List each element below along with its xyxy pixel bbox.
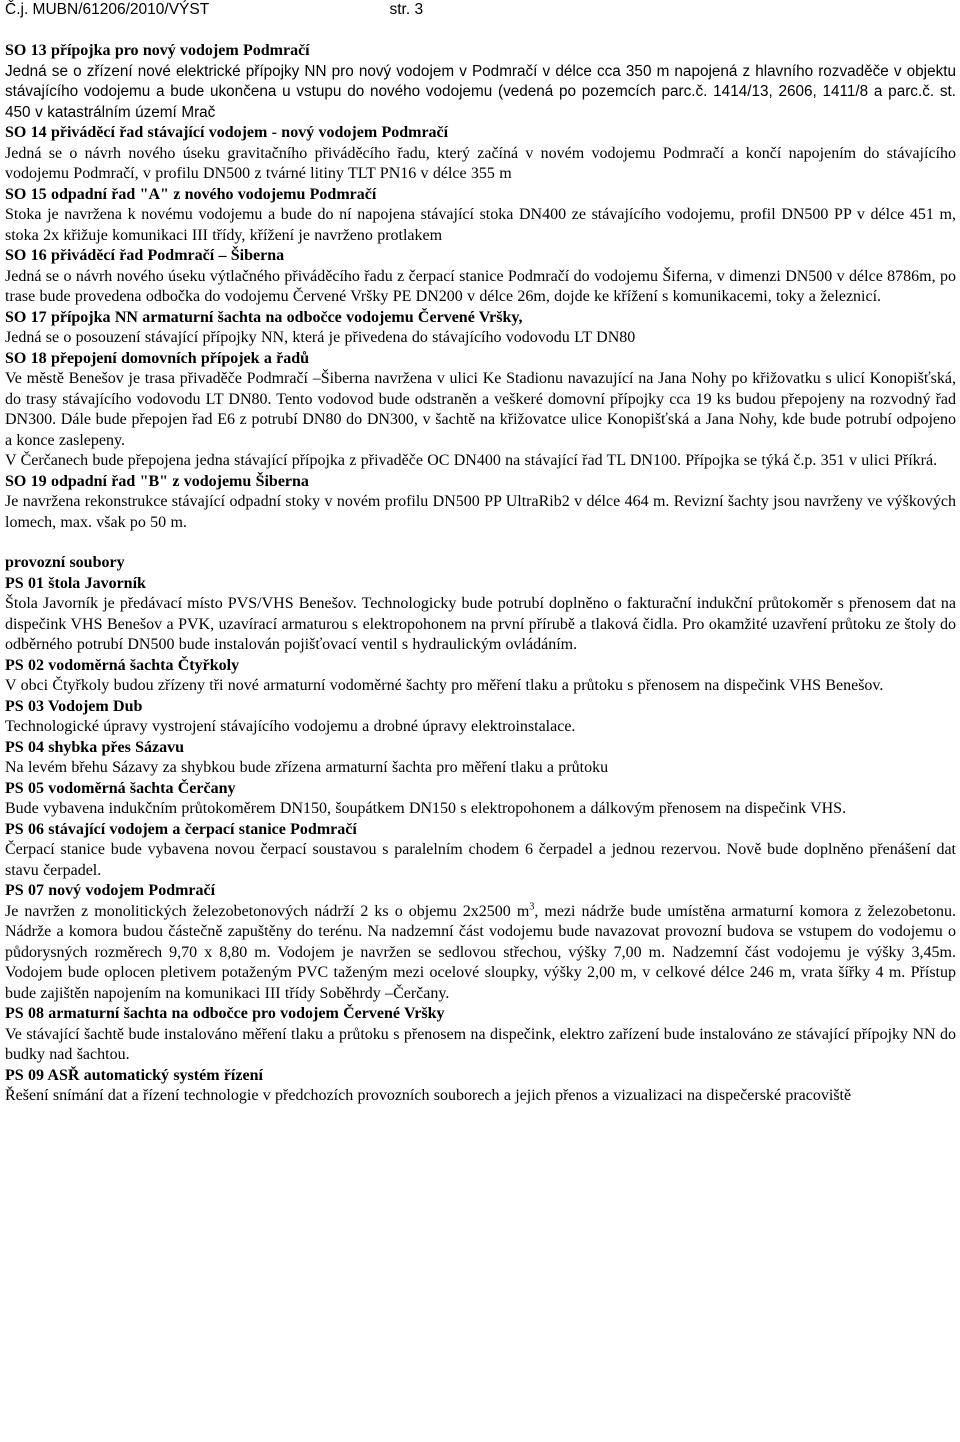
section-text-ps08: Ve stávající šachtě bude instalováno měření tlaku a průtoku s přenosem na dispečink, elektro zařízení bude instalováno ze stávající přípojky NN do budky nad šachtou. bbox=[5, 1025, 956, 1063]
ps07-text-part-b: , mezi nádrže bude umístěna armaturní komora z železobetonu. Nádrže a komora budou částečně zapuštěny do terénu. Na nadzemní část vodojemu bude navazovat provozní budova se vstupem do vodojemu o půdorysných rozměrech 9,70 x 8,80 m. Vodojem je navržen se sedlovou střechou, výšky 7,00 m. Nadzemní část vodojemu je výšky 3,45m. Vodojem bude oplocen pletivem potaženým PVC taženým mezi ocelové sloupky, výšky 2,00 m, v celkové délce 246 m, vrata šířky 4 m. Přístup bude zajištěn napojením na komunikaci III třídy Soběhrdy –Čerčany. bbox=[5, 902, 956, 1002]
section-title-so19: SO 19 odpadní řad "B" z vodojemu Šiberna bbox=[5, 472, 309, 490]
section-text-ps04: Na levém břehu Sázavy za shybkou bude zřízena armaturní šachta pro měření tlaku a průtoku bbox=[5, 759, 609, 776]
page-header bbox=[5, 0, 956, 20]
section-text-ps07 bbox=[5, 902, 956, 1005]
section-title-so14: SO 14 přiváděcí řad stávající vodojem - nový vodojem Podmračí bbox=[5, 124, 449, 141]
section-title-so15: SO 15 odpadní řad "A" z nového vodojemu Podmračí bbox=[5, 185, 377, 203]
section-text-ps03: Technologické úpravy vystrojení stávajícího vodojemu a drobné úpravy elektroinstalace. bbox=[5, 718, 576, 735]
section-title-so18: SO 18 přepojení domovních přípojek a řadů bbox=[5, 349, 310, 367]
section-text-so16: Jedná se o návrh nového úseku výtlačného přiváděcího řadu z čerpací stanice Podmračí do vodojemu Šiferna, v dimenzi DN500 v délce 8786m, po trase bude provedena odbočka do vodojemu Červené Vršky PE DN200 v délce 26m, dojde ke křížení s komunikacemi, toky a železnicí. bbox=[5, 267, 956, 305]
section-text-ps09: Řešení snímání dat a řízení technologie v předchozích provozních souborech a jejich přenos a vizualizaci na dispečerské pracoviště bbox=[5, 1087, 852, 1104]
section-text-ps02: V obci Čtyřkoly budou zřízeny tři nové armaturní vodoměrné šachty pro měření tlaku a průtoku s přenosem na dispečink VHS Benešov. bbox=[5, 677, 884, 694]
section-text-so13: Jedná se o zřízení nové elektrické přípojky NN pro nový vodojem v Podmračí v délce cca 350 m napojená z hlavního rozvaděče v objektu stávajícího vodojemu a bude ukončena u vstupu do nového vodojemu (vedená po pozemcích parc.č. 1414/13, 2606, 1411/8 a parc.č. st. 450 v katastrálním území Mrač bbox=[5, 62, 956, 121]
section-title-ps01: PS 01 štola Javorník bbox=[5, 574, 146, 592]
section-title-so13: SO 13 přípojka pro nový vodojem Podmračí bbox=[5, 42, 310, 59]
section-text-so18-cercany: V Čerčanech bude přepojena jedna stávající přípojka z přivaděče OC DN400 na stávající řad TL DN100. Přípojka se týká č.p. 351 v ulici Příkrá. bbox=[5, 452, 938, 469]
section-text-ps05: Bude vybavena indukčním průtokoměrem DN150, šoupátkem DN150 s elektropohonem a dálkovým přenosem na dispečink VHS. bbox=[5, 800, 847, 817]
page-number: str. 3 bbox=[389, 1, 424, 18]
section-title-ps07: PS 07 nový vodojem Podmračí bbox=[5, 882, 216, 899]
section-text-so17: Jedná se o posouzení stávající přípojky NN, která je přivedena do stávajícího vodovodu LT DN80 bbox=[5, 329, 636, 346]
ps07-text-part-a: Je navržen z monolitických železobetonových nádrží 2 ks o objemu 2x2500 m bbox=[5, 902, 530, 920]
section-text-so14: Jedná se o návrh nového úseku gravitačního přiváděcího řadu, který začíná v novém vodojemu Podmračí a končí napojením do stávajícího vodojemu Podmračí, v profilu DN500 z tvárné litiny TLT PN16 v délce 355 m bbox=[5, 144, 956, 182]
section-title-ps06: PS 06 stávající vodojem a čerpací stanice Podmračí bbox=[5, 820, 357, 838]
section-title-ps04: PS 04 shybka přes Sázavu bbox=[5, 738, 185, 756]
section-text-so18-benesov: Ve městě Benešov je trasa přivaděče Podmračí –Šiberna navržena v ulici Ke Stadionu navazující na Jana Nohy po křižovatku s ulicí Konopišťská, do trasy stávajícího vodovodu LT DN80. Tento vodovod bude odstraněn a veškeré domovní přípojky cca 19 ks budou přepojeny na rozvodný řad DN300. Dále bude přepojen řad E6 z potrubí DN80 do DN300, v šachtě na křižovatce ulice Konopišťská a Jana Nohy, kde bude potrubí odpojeno a konce zaslepeny. bbox=[5, 370, 956, 449]
section-title-ps03: PS 03 Vodojem Dub bbox=[5, 697, 143, 715]
section-text-so15: Stoka je navržena k novému vodojemu a bude do ní napojena stávající stoka DN400 ze stávajícího vodojemu, profil DN500 PP v délce 451 m, stoka 2x křižuje komunikaci III třídy, křížení je navrženo protlakem bbox=[5, 206, 956, 244]
ps07-superscript: 3 bbox=[529, 901, 535, 913]
section-title-ps09: PS 09 ASŘ automatický systém řízení bbox=[5, 1066, 263, 1084]
spacer bbox=[5, 533, 956, 553]
section-title-ps02: PS 02 vodoměrná šachta Čtyřkoly bbox=[5, 656, 240, 674]
section-text-ps06: Čerpací stanice bude vybavena novou čerpací soustavou s paralelním chodem 6 čerpadel a jednou rezervou. Nově bude doplněno přenášení dat stavu čerpadel. bbox=[5, 841, 956, 879]
section-title-ps08: PS 08 armaturní šachta na odbočce pro vodojem Červené Vršky bbox=[5, 1005, 445, 1022]
section-title-ps05: PS 05 vodoměrná šachta Čerčany bbox=[5, 779, 236, 797]
document-reference: Č.j. MUBN/61206/2010/VÝST bbox=[5, 1, 210, 18]
section-title-so16: SO 16 přiváděcí řad Podmračí – Šiberna bbox=[5, 247, 285, 264]
section-text-so19: Je navržena rekonstrukce stávající odpadní stoky v novém profilu DN500 PP UltraRib2 v délce 464 m. Revizní šachty jsou navrženy ve výškových lomech, max. však po 50 m. bbox=[5, 493, 956, 531]
operational-units-heading: provozní soubory bbox=[5, 554, 125, 571]
section-text-ps01: Štola Javorník je předávací místo PVS/VHS Benešov. Technologicky bude potrubí doplněno o fakturační indukční průtokoměr s přenosem dat na dispečink VHS Benešov a PVK, uzavírací armaturou s elektropohonem na první přírubě a tlaková čidla. Pro okamžité uzavření průtoku ze štoly do odběrného potrubí DN500 bude instalován pojišťovací ventil s hydraulickým ovládáním. bbox=[5, 595, 956, 653]
section-title-so17: SO 17 přípojka NN armaturní šachta na odbočce vodojemu Červené Vršky, bbox=[5, 308, 523, 326]
